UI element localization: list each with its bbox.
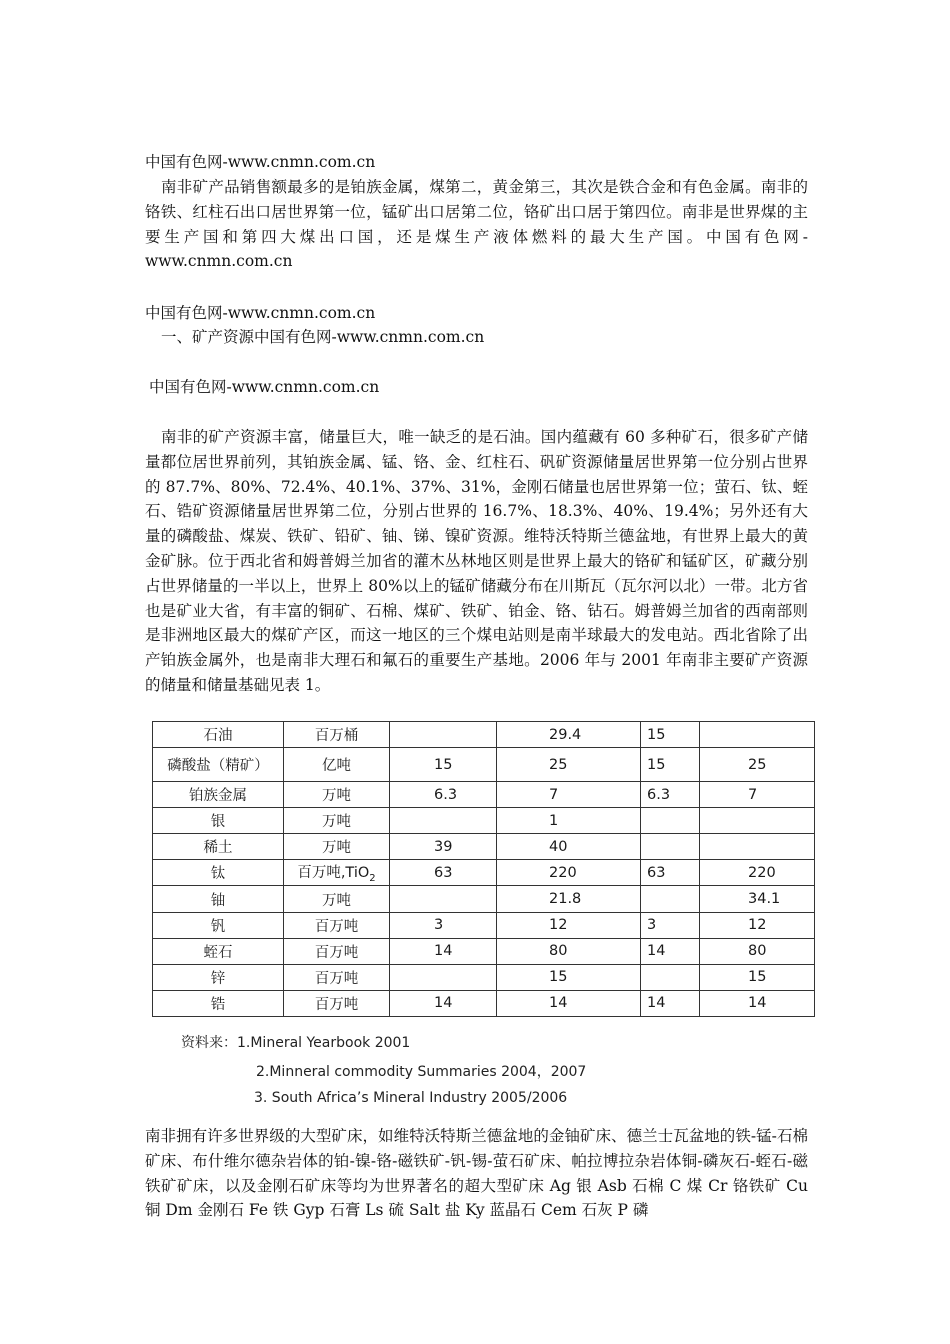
- table-row: [153, 938, 815, 964]
- value-cell-4: [700, 808, 815, 834]
- value-cell-3: [641, 886, 700, 912]
- table-row: [153, 834, 815, 860]
- table-row: [153, 912, 815, 938]
- value-cell-4: [700, 722, 815, 748]
- table-row: [153, 722, 815, 748]
- value-cell-4: 14: [700, 990, 815, 1016]
- value-cell-1: [390, 886, 497, 912]
- value-cell-2: 220: [497, 860, 641, 886]
- value-cell-3: 14: [641, 938, 700, 964]
- value-cell-4: 220: [700, 860, 815, 886]
- unit-cell: 百万吨: [284, 938, 390, 964]
- unit-cell: 百万吨: [284, 912, 390, 938]
- unit-cell: 百万吨: [284, 964, 390, 990]
- value-cell-1: 63: [390, 860, 497, 886]
- value-cell-1: 3: [390, 912, 497, 938]
- value-cell-2: 15: [497, 964, 641, 990]
- unit-cell: 亿吨: [284, 748, 390, 782]
- value-cell-1: [390, 722, 497, 748]
- value-cell-3: 63: [641, 860, 700, 886]
- value-cell-2: 12: [497, 912, 641, 938]
- value-cell-2: 40: [497, 834, 641, 860]
- unit-cell: 百万吨: [284, 990, 390, 1016]
- unit-cell: 百万吨,TiO$_2$: [284, 860, 390, 886]
- mineral-cell: 稀土: [153, 834, 284, 860]
- unit-cell: 万吨: [284, 834, 390, 860]
- unit-cell: 万吨: [284, 886, 390, 912]
- value-cell-3: 6.3: [641, 782, 700, 808]
- value-cell-1: 6.3: [390, 782, 497, 808]
- value-cell-1: [390, 964, 497, 990]
- value-cell-2: 80: [497, 938, 641, 964]
- section-title: 一、矿产资源中国有色网-www.cnmn.com.cn: [161, 328, 485, 346]
- table-row: [153, 886, 815, 912]
- mineral-cell: 银: [153, 808, 284, 834]
- value-cell-3: [641, 964, 700, 990]
- value-cell-4: 15: [700, 964, 815, 990]
- paragraph-sales-overview: 南非矿产品销售额最多的是铂族金属，煤第二，黄金第三，其次是铁合金和有色金属。南非的铬铁、红柱石出口居世界第一位，锰矿出口居第二位，铬矿出口居于第四位。南非是世界煤的主要生产国和第四大煤出口国，还是煤生产液体燃料的最大生产国。中国有色网-www.cnmn.com.cn: [145, 178, 808, 271]
- value-cell-3: 3: [641, 912, 700, 938]
- unit-subscript: 2: [369, 873, 376, 885]
- value-cell-4: 34.1: [700, 886, 815, 912]
- value-cell-2: 14: [497, 990, 641, 1016]
- value-cell-1: 15: [390, 748, 497, 782]
- source-3: 3. South Africa’s Mineral Industry 2005/2006: [254, 1090, 568, 1106]
- unit-cell: 万吨: [284, 808, 390, 834]
- value-cell-2: 21.8: [497, 886, 641, 912]
- reserves-table-body: [153, 722, 815, 1017]
- paragraph-deposits: 南非拥有许多世界级的大型矿床，如维特沃特斯兰德盆地的金铀矿床、德兰士瓦盆地的铁-锰-石棉矿床、布什维尔德杂岩体的铂-镍-铬-磁铁矿-钒-锡-萤石矿床、帕拉博拉杂岩体铜-磷灰石-蛭石-磁铁矿矿床，以及金刚石矿床等均为世界著名的超大型矿床 Ag 银 Asb 石棉 C 煤 Cr 铬铁矿 Cu 铜 Dm 金刚石 Fe 铁 Gyp 石膏 Ls 硫 Salt 盐 Ky 蓝晶石 Cem 石灰 P 磷: [145, 1127, 808, 1220]
- mineral-cell: 锌: [153, 964, 284, 990]
- value-cell-2: 25: [497, 748, 641, 782]
- mineral-cell: 蛭石: [153, 938, 284, 964]
- table-row: [153, 748, 815, 782]
- table-row: [153, 860, 815, 886]
- unit-cell: 百万桶: [284, 722, 390, 748]
- paragraph-header-3: 中国有色网-www.cnmn.com.cn: [149, 378, 380, 396]
- paragraph-header-1: 中国有色网-www.cnmn.com.cn: [145, 153, 376, 171]
- value-cell-2: 29.4: [497, 722, 641, 748]
- reserves-table: [152, 721, 815, 1017]
- value-cell-3: [641, 808, 700, 834]
- value-cell-1: 14: [390, 990, 497, 1016]
- source-2: 2.Minneral commodity Summaries 2004，2007: [256, 1064, 587, 1080]
- table-row: [153, 990, 815, 1016]
- table-row: [153, 808, 815, 834]
- source-1: 1.Mineral Yearbook 2001: [237, 1035, 411, 1051]
- mineral-cell: 石油: [153, 722, 284, 748]
- value-cell-4: [700, 834, 815, 860]
- value-cell-1: 39: [390, 834, 497, 860]
- table-row: [153, 964, 815, 990]
- mineral-cell: 锆: [153, 990, 284, 1016]
- sources-label: 资料来：: [181, 1035, 237, 1051]
- value-cell-2: 7: [497, 782, 641, 808]
- value-cell-2: 1: [497, 808, 641, 834]
- value-cell-4: 80: [700, 938, 815, 964]
- paragraph-mineral-resources: 南非的矿产资源丰富，储量巨大，唯一缺乏的是石油。国内蕴藏有 60 多种矿石，很多矿产储量都位居世界前列，其铂族金属、锰、铬、金、红柱石、矾矿资源储量居世界第一位分别占世界的 87.7%、80%、72.4%、40.1%、37%、31%，金刚石储量也居世界第一位；萤石、钛、蛭石、锆矿资源储量居世界第二位，分别占世界的 16.7%、18.3%、40%、19.4%；另外还有大量的磷酸盐、煤炭、铁矿、铅矿、铀、锑、镍矿资源。维特沃特斯兰德盆地，有世界上最大的黄金矿脉。位于西北省和姆普姆兰加省的灌木丛林地区则是世界上最大的铬矿和锰矿区，矿藏分别占世界储量的一半以上，世界上 80%以上的锰矿储藏分布在川斯瓦（瓦尔河以北）一带。北方省也是矿业大省，有丰富的铜矿、石棉、煤矿、铁矿、铂金、铬、钻石。姆普姆兰加省的西南部则是非洲地区最大的煤矿产区，而这一地区的三个煤电站则是南半球最大的发电站。西北省除了出产铂族金属外，也是南非大理石和氟石的重要生产基地。2006 年与 2001 年南非主要矿产资源的储量和储量基础见表 1。: [145, 428, 808, 694]
- mineral-cell: 铂族金属: [153, 782, 284, 808]
- paragraph-header-2: 中国有色网-www.cnmn.com.cn: [145, 304, 376, 322]
- mineral-cell: 铀: [153, 886, 284, 912]
- mineral-cell: 钒: [153, 912, 284, 938]
- value-cell-4: 12: [700, 912, 815, 938]
- table-row: [153, 782, 815, 808]
- sources-label-line: [181, 1032, 410, 1052]
- value-cell-3: [641, 834, 700, 860]
- mineral-cell: 磷酸盐（精矿）: [153, 748, 284, 782]
- value-cell-3: 15: [641, 748, 700, 782]
- mineral-cell: 钛: [153, 860, 284, 886]
- value-cell-1: 14: [390, 938, 497, 964]
- value-cell-4: 7: [700, 782, 815, 808]
- value-cell-4: 25: [700, 748, 815, 782]
- value-cell-3: 15: [641, 722, 700, 748]
- value-cell-1: [390, 808, 497, 834]
- value-cell-3: 14: [641, 990, 700, 1016]
- unit-cell: 万吨: [284, 782, 390, 808]
